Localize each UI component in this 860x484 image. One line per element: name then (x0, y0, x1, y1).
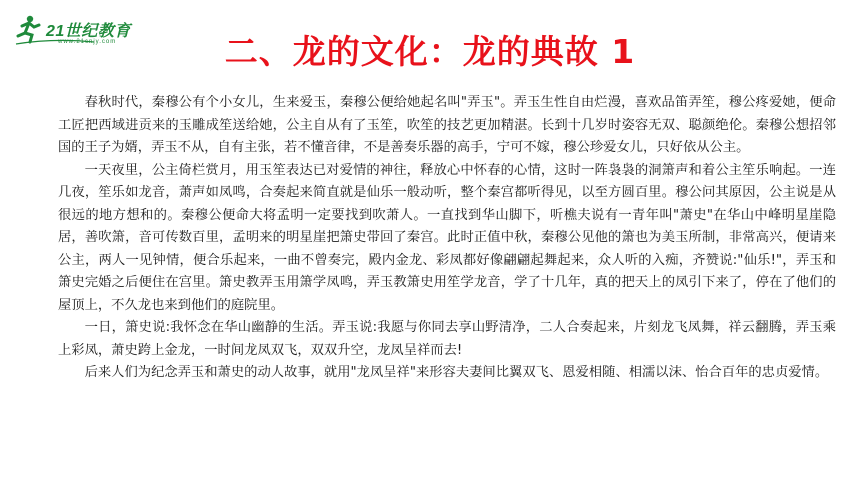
paragraph: 春秋时代，秦穆公有个小女儿，生来爱玉，秦穆公便给她起名叫"弄玉"。弄玉生性自由烂漫，喜欢品笛弄笙，穆公疼爱她，便命工匠把西域进贡来的玉雕成笙送给她，公主自从有了玉笙，吹笙的技艺更加精湛。长到十几岁时姿容无双、聪颜绝伦。秦穆公想招邻国的王子为婿，弄玉不从，自有主张，若不懂音律，不是善奏乐器的高手，宁可不嫁，穆公珍爱女儿，只好依从公主。 (58, 95, 836, 155)
story-text (58, 92, 836, 385)
paragraph: 一日，箫史说:我怀念在华山幽静的生活。弄玉说:我愿与你同去享山野清净，二人合奏起来，片刻龙飞凤舞，祥云翻腾，弄玉乘上彩凤，萧史跨上金龙，一时间龙凤双飞，双双升空，龙凤呈祥而去! (58, 320, 836, 358)
paragraph: 后来人们为纪念弄玉和萧史的动人故事，就用"龙凤呈祥"来形容夫妻间比翼双飞、恩爱相随、相濡以沫、怡合百年的忠贞爱情。 (84, 365, 829, 380)
paragraph: 一天夜里，公主倚栏赏月，用玉笙表达已对爱情的神往，释放心中怀春的心情，这时一阵袅袅的洞箫声和着公主笙乐响起。一连几夜，笙乐如龙音，萧声如凤鸣，合奏起来简直就是仙乐一般动听，整个秦宫都听得见，以至方圆百里。穆公问其原因，公主说是从很远的地方想和的。秦穆公便命大将孟明一定要找到吹萧人。一直找到华山脚下，听樵夫说有一青年叫"萧史"在华山中峰明星崖隐居，善吹箫，音可传数百里，孟明来的明星崖把箫史带回了秦宫。此时正值中秋，秦穆公见他的箫也为美玉所制，非常高兴，便请来公主，两人一见钟情，便合乐起来，一曲不曾奏完，殿内金龙、彩凤都好像翩翩起舞起来，众人听的入痴，齐赞说:"仙乐!"，弄玉和箫史完婚之后便住在宫里。箫史教弄玉用箫学凤鸣，弄玉教箫史用笙学龙音，学了十几年，真的把天上的凤引下来了，停在了他们的屋顶上，不久龙也来到他们的庭院里。 (58, 162, 836, 313)
slide-title: 二、龙的文化：龙的典故 1 (224, 32, 636, 71)
logo-text: 21世纪教育 (46, 23, 131, 40)
logo-subtext: www.21cnjy.com (58, 39, 117, 45)
